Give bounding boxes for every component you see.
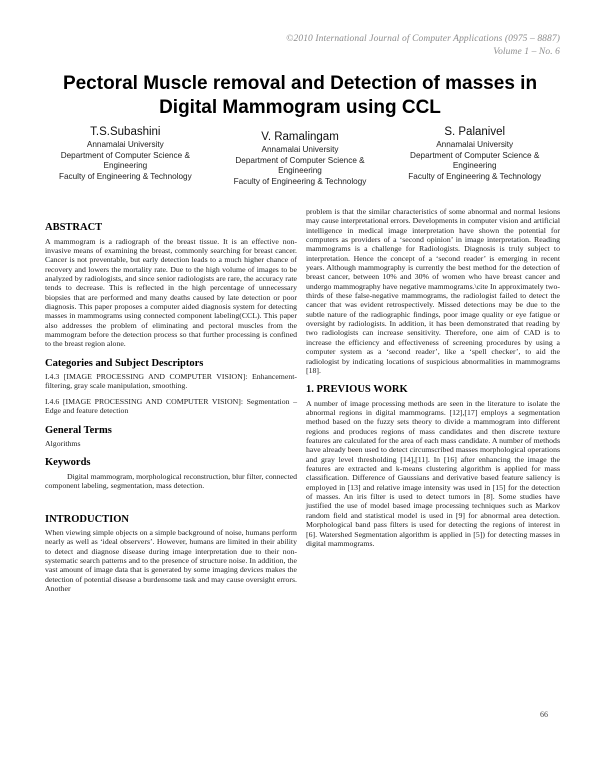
introduction-text: When viewing simple objects on a simple background of noise, humans perform nearly as well as ‘ideal observers’. However, humans are limited in their ability to detect and diagnose disease during image interpretation due to their non-systematic search patterns and to the presence of structure noise. In addition, the vast amount of image data that is generated by some imaging devices makes the detection of potential disease a burdensome task and may cause oversight errors. Another <box>45 528 297 594</box>
categories-heading: Categories and Subject Descriptors <box>45 357 204 369</box>
author-name: T.S.Subashini <box>90 126 161 138</box>
journal-header-line1: ©2010 International Journal of Computer Applications (0975 – 8887) <box>286 34 560 44</box>
page-number: 66 <box>540 710 548 719</box>
author-affiliation: Annamalai University <box>261 145 339 154</box>
previous-work-text: A number of image processing methods are seen in the literature to isolate the abnormal regions in digital mammograms. [12],[17] employs a segmentation method based on the fuzzy sets theory to divide a mammogram into different regions and produces regions of mass candidates and then discrete texture features are calculated for the area of each mass candidate. A number of methods have already been used to detect circumscribed masses morphological operations and gray level thresholding [14],[11]. In [16] after enhancing the image the features are extracted and k-means clustering algorithm is applied for mass classification. Difference of Gaussians and derivative based feature saliency is employed in [13] and relative image intensity was used in [15] for the detection of masses. An iris filter is used to detect tumors in [8]. Some studies have justified the use of model based image processing techniques such as Markov random field and statistical model is used in [9] for abnormal area detection. Morphological band pass filters is used for detecting the regions of interest in [6]. Watershed Segmentation algorithm is applied in [5]) for detecting masses in digital mammograms. <box>306 398 560 548</box>
abstract-text: A mammogram is a radiograph of the breast tissue. It is an effective non-invasive means of examining the breast, commonly searching for breast cancer. Cancer is not preventable, but early detection leads to a much higher chance of recovery and lowers the mortality rate. Due to the high volume of images to be analyzed by radiologists, and since senior radiologists are rare, the accuracy rate tends to decrease. This is reflected in the high percentage of unnecessary biopsies that are performed and many deaths caused by late detection or poor diagnosis. This paper proposes a computer aided diagnosis system for detecting masses in mammograms using connected component labeling(CCL). This paper also addresses the problem of eliminating and pectoral muscles from the mammogram before the detection process so that further processing is confined to the breast region alone. <box>45 236 297 349</box>
paper-title: Pectoral Muscle removal and Detection of masses in Digital Mammogram using CCL <box>62 73 538 118</box>
author-affiliation: Faculty of Engineering & Technology <box>233 176 367 186</box>
author-name: V. Ramalingam <box>261 131 339 143</box>
categories-item-1: I.4.3 [IMAGE PROCESSING AND COMPUTER VISION]: Enhancement- filtering, gray scale manipulation, smoothing. <box>45 372 297 391</box>
author-affiliation: Annamalai University <box>436 140 514 149</box>
journal-header-line2: Volume 1 – No. 6 <box>493 46 560 57</box>
right-column <box>306 207 560 549</box>
author-affiliation: Department of Computer Science & Engineering <box>60 150 190 171</box>
abstract-heading: ABSTRACT <box>45 222 103 233</box>
general-terms-heading: General Terms <box>45 424 112 436</box>
journal-header <box>286 33 560 58</box>
author-affiliation: Faculty of Engineering & Technology <box>408 171 542 181</box>
introduction-heading: INTRODUCTION <box>45 513 130 525</box>
author-name: S. Palanivel <box>444 126 506 138</box>
categories-item-2: I.4.6 [IMAGE PROCESSING AND COMPUTER VISION]: Segmentation – Edge and feature detection <box>45 396 297 416</box>
author-affiliation: Department of Computer Science & Engineering <box>410 150 540 171</box>
previous-work-heading: 1. PREVIOUS WORK <box>306 384 408 396</box>
right-paragraph-1: problem is that the similar characteristics of some abnormal and normal lesions may cause interpretational errors. Developments in computer vision and artificial intelligence in medical image interpretation have shown the potential for computers as providers of a ‘second opinion’ in image interpretation. Reading mammograms is a challenge for Radiologists. Diagnosis is truly subject to interpretation. Hence the concept of a ‘second reader’ is emerging in recent years. Although mammography is currently the best method for the detection of breast cancer, between 10% and 30% of women who have breast cancer and undergo mammography have negative mammograms.\cite In approximately two-thirds of these false-negative mammograms, the radiologist failed to detect the cancer that was evident retrospectively. Missed detections may be due to the subtle nature of the radiographic findings, poor image quality or eye fatigue or oversight by radiologists. In addition, it has been demonstrated that reading by two radiologists can increase sensitivity. Therefore, one aim of CAD is to increase the efficiency and effectiveness of screening procedures by using a computer system as a ‘second reader’, like a ‘spell checker’, to aid the radiologist by indicating locations of suspicious abnormalities in mammograms [18]. <box>306 207 560 375</box>
general-terms-text: Algorithms <box>45 439 81 448</box>
author-block-3 <box>387 126 562 187</box>
author-affiliation: Annamalai University <box>86 140 164 149</box>
left-column <box>45 222 297 594</box>
keywords-text: Digital mammogram, morphological reconstruction, blur filter, connected component labeling, segmentation, mass detection. <box>45 471 297 491</box>
author-block-1 <box>38 126 213 187</box>
keywords-heading: Keywords <box>45 457 91 469</box>
author-block-2 <box>213 131 388 187</box>
authors-row <box>38 126 562 187</box>
author-affiliation: Department of Computer Science & Engineering <box>235 155 365 176</box>
author-affiliation: Faculty of Engineering & Technology <box>58 171 192 181</box>
